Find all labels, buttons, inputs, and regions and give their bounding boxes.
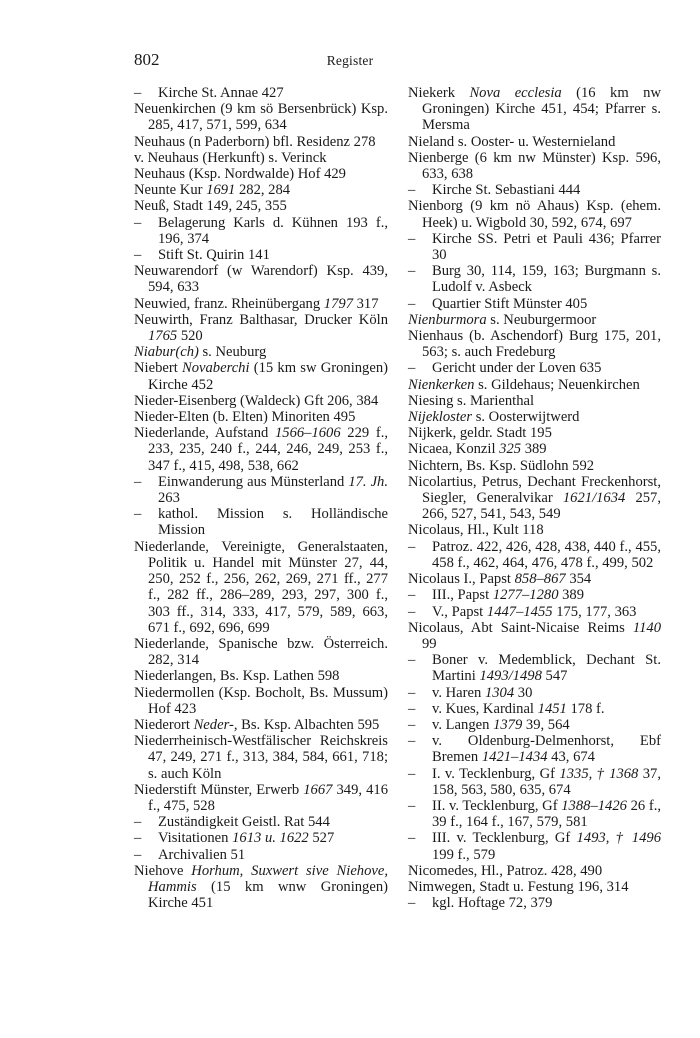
- entry-text: Niederlande, Vereinigte, Generalstaaten, Politik u. Handel mit Münster 27, 44, 250, 252 f., 256, 262, 269, 271 ff., 277 f., 282 ff., 286–289, 293, 297, 300 f., 303 ff., 314, 333, 417, 579, 589, 663, 671 f., 692, 696, 699: [134, 538, 388, 636]
- index-entry: [408, 328, 661, 360]
- index-entry: [408, 458, 661, 474]
- index-entry: [408, 879, 661, 895]
- index-entry: [134, 668, 388, 684]
- index-entry: [134, 182, 388, 198]
- index-entry: [134, 166, 388, 182]
- entry-text: Boner v. Medemblick, Dechant St. Martini 1493/1498 547: [432, 652, 661, 685]
- entry-text: Quartier Stift Münster 405: [432, 295, 588, 312]
- index-entry: [408, 150, 661, 182]
- entry-text: Gericht under der Loven 635: [432, 360, 602, 377]
- index-subentry: [408, 895, 661, 911]
- index-entry: [408, 522, 661, 538]
- index-subentry: [408, 652, 661, 684]
- subentry-dash: –: [134, 85, 142, 101]
- page-number: 802: [134, 50, 160, 69]
- index-entry: [408, 409, 661, 425]
- entry-text: Neuwarendorf (w Warendorf) Ksp. 439, 594, 633: [134, 263, 388, 296]
- entry-text: V., Papst 1447–1455 175, 177, 363: [432, 603, 637, 620]
- index-entry: [134, 134, 388, 150]
- index-subentry: [134, 215, 388, 247]
- index-entry: [134, 636, 388, 668]
- index-entry: [134, 101, 388, 133]
- subentry-dash: –: [134, 814, 142, 831]
- entry-text: III., Papst 1277–1280 389: [432, 587, 585, 604]
- index-subentry: [134, 474, 388, 506]
- subentry-dash: –: [408, 700, 416, 717]
- index-subentry: [408, 296, 661, 312]
- entry-text: Niehove Horhum, Suxwert sive Niehove, Hammis (15 km wnw Groningen) Kirche 451: [134, 862, 388, 912]
- subentry-dash: –: [134, 830, 142, 847]
- index-subentry: [408, 701, 661, 717]
- entry-text: Nicolartius, Petrus, Dechant Freckenhorst, Siegler, Generalvikar 1621/1634 257, 266, 527, 541, 543, 549: [408, 473, 661, 523]
- index-entry: [134, 312, 388, 344]
- entry-text: kathol. Mission s. Holländische Mission: [158, 506, 388, 539]
- entry-text: Nicolaus, Abt Saint-Nicaise Reims 1140 99: [408, 619, 661, 652]
- subentry-dash: –: [408, 182, 416, 199]
- index-entry: [134, 296, 388, 312]
- subentry-dash: –: [408, 652, 416, 669]
- subentry-dash: –: [408, 360, 416, 377]
- entry-text: Nijekloster s. Oosterwijtwerd: [408, 409, 580, 426]
- index-entry: [408, 863, 661, 879]
- index-subentry: [408, 766, 661, 798]
- entry-text: Neuhaus (Ksp. Nordwalde) Hof 429: [134, 166, 346, 183]
- index-subentry: [134, 506, 388, 538]
- index-entry: [134, 425, 388, 474]
- entry-text: Niesing s. Marienthal: [408, 392, 535, 409]
- subentry-dash: –: [408, 684, 416, 701]
- index-entry: [408, 134, 661, 150]
- entry-text: Niederlande, Spanische bzw. Österreich. 282, 314: [134, 635, 388, 669]
- entry-text: v. Oldenburg-Delmenhorst, Ebf Bremen 1421–1434 43, 674: [432, 733, 661, 766]
- index-entry: [408, 425, 661, 441]
- entry-text: Nichtern, Bs. Ksp. Südlohn 592: [408, 457, 595, 474]
- index-subentry: [408, 798, 661, 830]
- index-entry: [134, 409, 388, 425]
- index-subentry: [408, 830, 661, 862]
- entry-text: Archivalien 51: [158, 846, 246, 863]
- index-entry: [134, 150, 388, 166]
- entry-text: Nicomedes, Hl., Patroz. 428, 490: [408, 862, 603, 879]
- running-head: Register: [326, 53, 374, 68]
- entry-text: Einwanderung aus Münsterland 17. Jh. 263: [158, 473, 388, 507]
- index-entry: [134, 717, 388, 733]
- entry-text: Niedermollen (Ksp. Bocholt, Bs. Mussum) Hof 423: [134, 684, 388, 717]
- entry-text: Neuhaus (n Paderborn) bfl. Residenz 278: [134, 133, 376, 150]
- entry-text: Kirche St. Annae 427: [158, 85, 284, 101]
- index-subentry: [408, 733, 661, 765]
- entry-text: Neuwirth, Franz Balthasar, Drucker Köln 1765 520: [134, 311, 388, 345]
- index-entry: [134, 263, 388, 295]
- entry-text: Visitationen 1613 u. 1622 527: [158, 830, 335, 847]
- index-entry: [134, 198, 388, 214]
- index-subentry: [408, 182, 661, 198]
- entry-text: Nienborg (9 km nö Ahaus) Ksp. (ehem. Heek) u. Wigbold 30, 592, 674, 697: [408, 198, 661, 231]
- subentry-dash: –: [408, 295, 416, 312]
- index-subentry: [408, 539, 661, 571]
- entry-text: Niederort Neder-, Bs. Ksp. Albachten 595: [134, 716, 380, 733]
- subentry-dash: –: [408, 733, 416, 750]
- index-subentry: [134, 830, 388, 846]
- index-entry: [408, 393, 661, 409]
- entry-text: Kirche SS. Petri et Pauli 436; Pfarrer 30: [432, 230, 661, 264]
- entry-text: Nicaea, Konzil 325 389: [408, 441, 547, 458]
- entry-text: Nienberge (6 km nw Münster) Ksp. 596, 633, 638: [408, 149, 661, 183]
- entry-text: Patroz. 422, 426, 428, 438, 440 f., 455, 458 f., 462, 464, 476, 478 f., 499, 502: [432, 538, 661, 571]
- index-entry: [408, 441, 661, 457]
- index-subentry: [408, 360, 661, 376]
- entry-text: Nijkerk, geldr. Stadt 195: [408, 425, 552, 442]
- subentry-dash: –: [408, 716, 416, 733]
- entry-text: Niederrheinisch-Westfälischer Reichskreis 47, 249, 271 f., 313, 384, 584, 661, 718; s. auch Köln: [134, 733, 388, 782]
- entry-text: Neunte Kur 1691 282, 284: [134, 182, 291, 199]
- subentry-dash: –: [408, 603, 416, 620]
- entry-text: Niebert Novaberchi (15 km sw Groningen) Kirche 452: [134, 360, 388, 393]
- subentry-dash: –: [408, 765, 416, 782]
- entry-text: Neuwied, franz. Rheinübergang 1797 317: [134, 295, 379, 312]
- entry-text: Nicolaus I., Papst 858–867 354: [408, 571, 592, 588]
- index-subentry: [408, 604, 661, 620]
- entry-text: Niekerk Nova ecclesia (16 km nw Groningen) Kirche 451, 454; Pfarrer s. Mersma: [408, 85, 661, 134]
- entry-text: v. Kues, Kardinal 1451 178 f.: [432, 700, 605, 717]
- entry-text: v. Neuhaus (Herkunft) s. Verinck: [134, 149, 327, 166]
- entry-text: Zuständigkeit Geistl. Rat 544: [158, 814, 330, 831]
- entry-text: Nieland s. Ooster- u. Westernieland: [408, 133, 616, 150]
- entry-text: Belagerung Karls d. Kühnen 193 f., 196, 374: [158, 214, 388, 247]
- entry-text: Nimwegen, Stadt u. Festung 196, 314: [408, 878, 629, 895]
- index-entry: [134, 863, 388, 912]
- entry-text: Nienhaus (b. Aschendorf) Burg 175, 201, 563; s. auch Fredeburg: [408, 328, 661, 361]
- subentry-dash: –: [134, 846, 142, 863]
- index-column-left: [134, 85, 388, 911]
- subentry-dash: –: [134, 247, 142, 264]
- index-entry: [408, 85, 661, 134]
- entry-text: Niederlande, Aufstand 1566–1606 229 f., 233, 235, 240 f., 244, 246, 249, 253 f., 347 f., 415, 498, 538, 662: [134, 425, 388, 474]
- index-entry: [408, 620, 661, 652]
- index-subentry: [134, 247, 388, 263]
- entry-text: Nienkerken s. Gildehaus; Neuenkirchen: [408, 376, 640, 393]
- index-entry: [408, 474, 661, 523]
- index-subentry: [408, 231, 661, 263]
- subentry-dash: –: [134, 214, 142, 231]
- subentry-dash: –: [408, 895, 416, 912]
- index-entry: [134, 733, 388, 782]
- index-entry: [408, 312, 661, 328]
- entry-text: Neuenkirchen (9 km sö Bersenbrück) Ksp. 285, 417, 571, 599, 634: [134, 101, 388, 134]
- index-subentry: [408, 587, 661, 603]
- subentry-dash: –: [134, 506, 142, 523]
- index-entry: [408, 377, 661, 393]
- entry-text: Neuß, Stadt 149, 245, 355: [134, 198, 287, 215]
- index-subentry: [408, 717, 661, 733]
- subentry-dash: –: [408, 587, 416, 604]
- index-subentry: [134, 847, 388, 863]
- index-column-right: [408, 85, 661, 911]
- index-subentry: [408, 685, 661, 701]
- entry-text: Nieder-Eisenberg (Waldeck) Gft 206, 384: [134, 392, 379, 409]
- entry-text: Nicolaus, Hl., Kult 118: [408, 522, 544, 539]
- entry-text: Nienburmora s. Neuburgermoor: [408, 311, 597, 328]
- subentry-dash: –: [134, 473, 142, 490]
- subentry-dash: –: [408, 797, 416, 814]
- index-entry: [408, 198, 661, 230]
- entry-text: Nieder-Elten (b. Elten) Minoriten 495: [134, 409, 356, 426]
- index-subentry: [134, 814, 388, 830]
- entry-text: kgl. Hoftage 72, 379: [432, 895, 553, 912]
- subentry-dash: –: [408, 538, 416, 555]
- entry-text: Stift St. Quirin 141: [158, 247, 270, 264]
- index-subentry: [408, 263, 661, 295]
- entry-text: Niabur(ch) s. Neuburg: [134, 344, 267, 361]
- subentry-dash: –: [408, 830, 416, 847]
- index-entry: [134, 393, 388, 409]
- entry-text: I. v. Tecklenburg, Gf 1335, † 1368 37, 158, 563, 580, 635, 674: [432, 765, 661, 798]
- entry-text: III. v. Tecklenburg, Gf 1493, † 1496 199 f., 579: [432, 830, 661, 863]
- entry-text: v. Langen 1379 39, 564: [432, 716, 570, 733]
- index-entry: [134, 360, 388, 392]
- subentry-dash: –: [408, 230, 416, 247]
- index-entry: [134, 685, 388, 717]
- index-entry: [134, 344, 388, 360]
- entry-text: Burg 30, 114, 159, 163; Burgmann s. Ludolf v. Asbeck: [432, 263, 661, 296]
- entry-text: Niederstift Münster, Erwerb 1667 349, 416 f., 475, 528: [134, 781, 388, 814]
- index-subentry: [134, 85, 388, 101]
- index-entry: [134, 782, 388, 814]
- entry-text: v. Haren 1304 30: [432, 684, 533, 701]
- entry-text: II. v. Tecklenburg, Gf 1388–1426 26 f., 39 f., 164 f., 167, 579, 581: [432, 797, 661, 831]
- index-entry: [134, 539, 388, 636]
- index-entry: [408, 571, 661, 587]
- subentry-dash: –: [408, 263, 416, 280]
- entry-text: Niederlangen, Bs. Ksp. Lathen 598: [134, 668, 340, 685]
- entry-text: Kirche St. Sebastiani 444: [432, 182, 581, 199]
